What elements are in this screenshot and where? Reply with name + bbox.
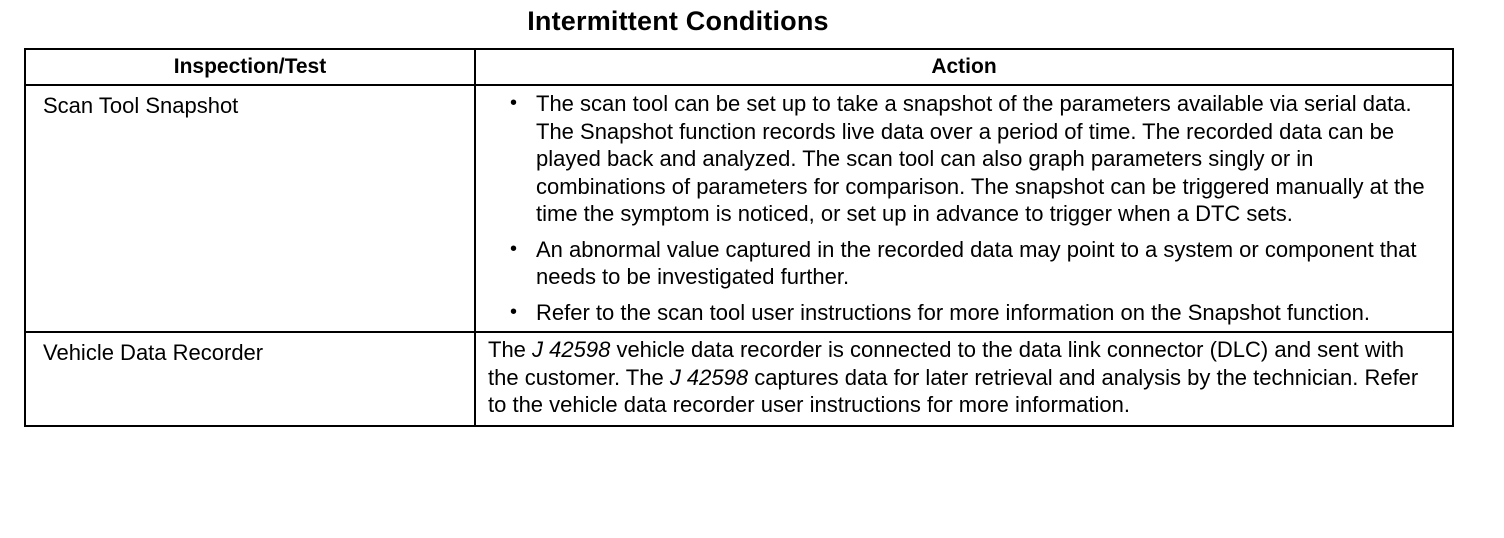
list-item	[510, 299, 1432, 327]
table-header-row	[25, 49, 1453, 85]
action-bullet-text: Refer to the scan tool user instructions for more information on the Snapshot function.	[536, 299, 1371, 325]
bullet-icon: •	[510, 92, 518, 114]
action-bullet-list	[510, 90, 1432, 326]
action-bullet-text: An abnormal value captured in the recorded data may point to a system or component that needs to be investigated further.	[536, 236, 1417, 289]
inspection-cell: Scan Tool Snapshot	[25, 85, 475, 332]
action-cell	[475, 332, 1453, 426]
intermittent-conditions-table	[24, 48, 1454, 427]
table-row	[25, 85, 1453, 332]
list-item	[510, 90, 1432, 228]
action-text: vehicle data recorder is connected to the data link connector (DLC) and sent with the customer. The	[488, 337, 1404, 390]
column-header-inspection: Inspection/Test	[25, 49, 475, 85]
tool-number: J 42598	[669, 364, 749, 390]
table-row	[25, 332, 1453, 426]
action-bullet-text: The scan tool can be set up to take a snapshot of the parameters available via serial data. The Snapshot function records live data over a period of time. The recorded data can be played back and analyzed. The scan tool can also graph parameters singly or in combinations of parameters for comparison. The snapshot can be triggered manually at the time the symptom is noticed, or set up in advance to trigger when a DTC sets.	[536, 91, 1425, 226]
inspection-cell: Vehicle Data Recorder	[25, 332, 475, 426]
tool-number: J 42598	[532, 337, 611, 362]
list-item	[510, 236, 1432, 291]
bullet-icon: •	[510, 237, 518, 260]
page-title: Intermittent Conditions	[527, 6, 829, 36]
action-cell	[475, 85, 1453, 332]
bullet-icon: •	[510, 300, 518, 323]
action-text: captures data for later retrieval and analysis by the technician. Refer to the vehicle data recorder user instructions for more information.	[488, 364, 1419, 417]
column-header-action: Action	[475, 49, 1453, 85]
action-text: The	[488, 337, 533, 362]
